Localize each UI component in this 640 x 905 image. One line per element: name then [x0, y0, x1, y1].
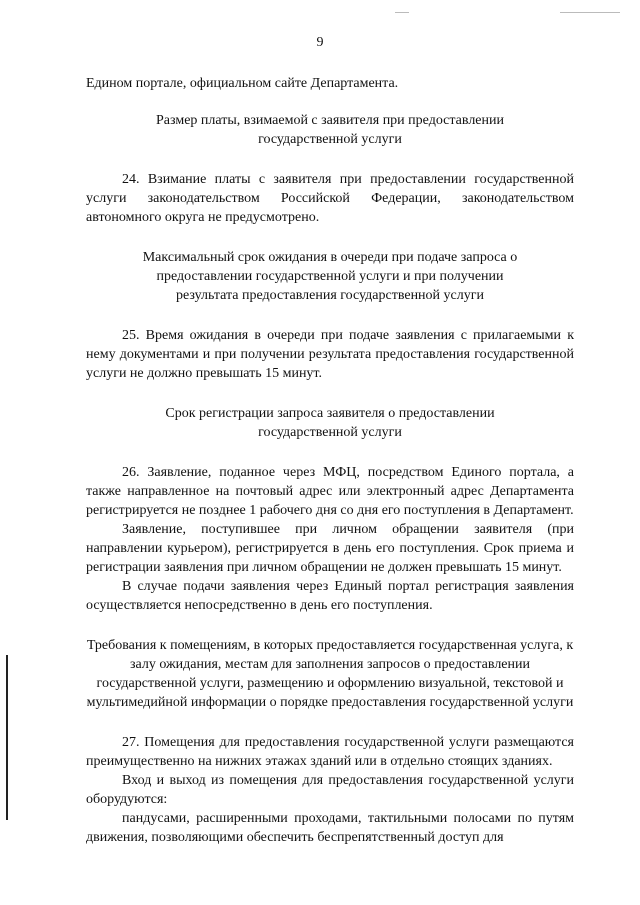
- scan-speck: [560, 12, 620, 13]
- scan-edge-mark: [6, 655, 8, 820]
- paragraph-26-personal: Заявление, поступившее при личном обращении заявителя (при направлении курьером), регистрируется в день его поступления. Срок приема и регистрации заявления при личном обращении не должен превышать 15 минут.: [86, 522, 574, 575]
- paragraph-27-ramps: пандусами, расширенными проходами, тактильными полосами по путям движения, позволяющими обеспечить беспрепятственный доступ для: [86, 811, 574, 845]
- paragraph-26-portal: В случае подачи заявления через Единый портал регистрация заявления осуществляется непосредственно в день его поступления.: [86, 579, 574, 613]
- document-body: [86, 74, 574, 847]
- scan-speck: [395, 12, 409, 13]
- paragraph-27: 27. Помещения для предоставления государственной услуги размещаются преимущественно на нижних этажах зданий или в отдельно стоящих зданиях.: [86, 735, 574, 769]
- paragraph-25: 25. Время ожидания в очереди при подаче заявления с прилагаемыми к нему документами и при получении результата предоставления государственной услуги не должно превышать 15 минут.: [86, 328, 574, 381]
- paragraph-26: 26. Заявление, поданное через МФЦ, посредством Единого портала, а также направленное на почтовый адрес или электронный адрес Департамента регистрируется не позднее 1 рабочего дня со дня его поступления в Департамент.: [86, 465, 574, 518]
- paragraph-24: 24. Взимание платы с заявителя при предоставлении государственной услуги законодательством Российской Федерации, законодательством автономного округа не предусмотрено.: [86, 172, 574, 225]
- section-heading-fee: Размер платы, взимаемой с заявителя при предоставлении государственной услуги: [156, 113, 504, 147]
- section-heading-registration: Срок регистрации запроса заявителя о предоставлении государственной услуги: [165, 406, 495, 440]
- section-heading-queue: Максимальный срок ожидания в очереди при подаче запроса о предоставлении государственной услуги и при получении результата предоставления государственной услуги: [142, 250, 518, 303]
- paragraph-27-entrance: Вход и выход из помещения для предоставления государственной услуги оборудуются:: [86, 773, 574, 807]
- page-number: 9: [316, 35, 324, 50]
- section-heading-premises: Требования к помещениям, в которых предоставляется государственная услуга, к залу ожидания, местам для заполнения запросов о предоставлении государственной услуги, размещению и оформлению визуальной, текстовой и мультимедийной информации о порядке предоставления государственной услуги: [86, 638, 574, 710]
- paragraph-continuation: Едином портале, официальном сайте Департамента.: [86, 76, 399, 91]
